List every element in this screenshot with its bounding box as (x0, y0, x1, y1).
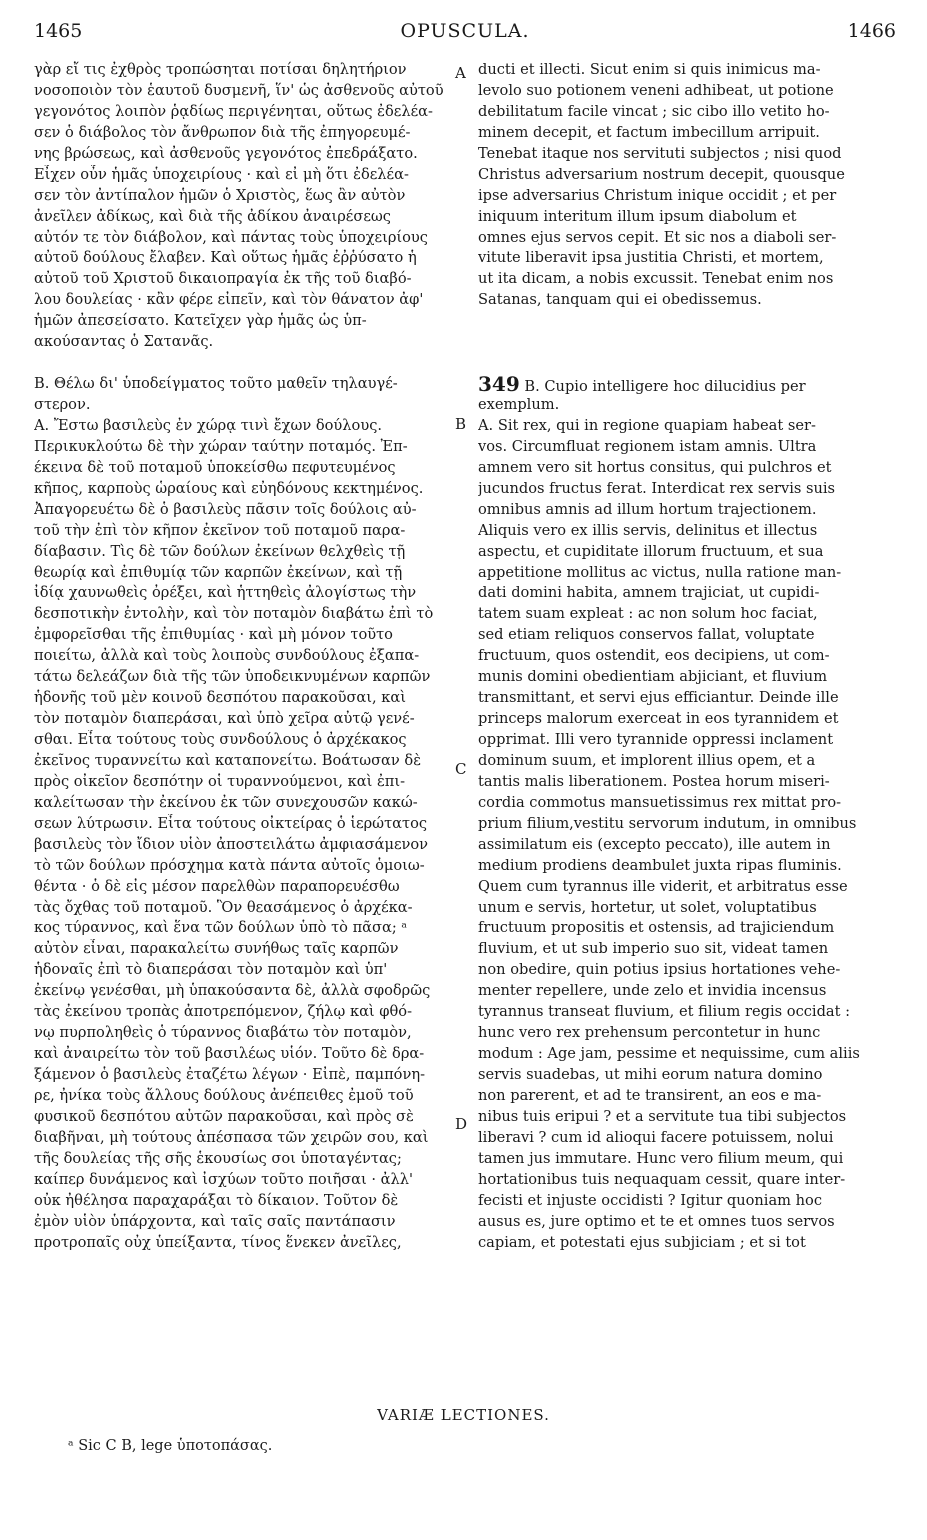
text-line: capiam, et potestati ejus subjiciam ; et si tot (478, 1233, 806, 1251)
variae-lectiones-heading: VARIÆ LECTIONES. (377, 1406, 550, 1424)
text-line: τὸν ποταμὸν διαπεράσαι, καὶ ὑπὸ χεῖρα αὐτῷ γενέ- (34, 710, 415, 728)
text-line: opprimat. Illi vero tyrannide oppressi inclament (478, 731, 834, 749)
text-line: Satanas, tanquam qui ei obedissemus. (478, 291, 762, 309)
latin-column (478, 60, 893, 1253)
section-number: 349 (478, 374, 520, 396)
text-line: iniquum interitum illum ipsum diabolum et (478, 207, 797, 225)
text-line: ἀνεῖλεν ἀδίκως, καὶ διὰ τῆς ἀδίκου ἀναιρέσεως (34, 207, 391, 225)
text-line: A. Sit rex, qui in regione quapiam habeat ser- (478, 416, 816, 434)
text-line: munis domini obedientiam abjiciant, et fluvium (478, 668, 828, 686)
text-line: ἡδοναῖς ἐπὶ τὸ διαπεράσαι τὸν ποταμὸν καὶ ὑπ' (34, 961, 388, 979)
text-line: λου δουλείας · κἂν φέρε εἰπεῖν, καὶ τὸν θάνατον ἀφ' (34, 291, 424, 309)
text-line: non obedire, quin potius ipsius hortationes vehe- (478, 961, 841, 979)
text-line: αὐτόν τε τὸν διάβολον, καὶ πάντας τοὺς ὑποχειρίους (34, 228, 428, 246)
text-line: minem decepit, et factum imbecillum arripuit. (478, 123, 820, 141)
greek-paragraph-3 (34, 416, 449, 1254)
text-line: Ἀπαγορευέτω δὲ ὁ βασιλεὺς πᾶσιν τοῖς δούλοις αὐ- (34, 500, 417, 518)
text-line: Tenebat itaque nos servituti subjectos ; nisi quod (478, 144, 842, 162)
text-line: sed etiam reliquos conservos fallat, voluptate (478, 626, 815, 644)
text-line: Quem cum tyrannus ille viderit, et arbitratus esse (478, 877, 848, 895)
greek-paragraph-2 (34, 374, 449, 416)
text-line: Περικυκλούτω δὲ τὴν χώραν ταύτην ποταμός. Ἐπ- (34, 437, 408, 455)
text-line: jucundos fructus ferat. Interdicat rex servis suis (478, 479, 836, 497)
text-line: θέντα · ὁ δὲ εἰς μέσον παρελθὼν παραπορευέσθω (34, 877, 400, 895)
text-line: διαβῆναι, μὴ τούτους ἀπέσπασα τῶν χειρῶν σου, καὶ (34, 1128, 429, 1146)
text-line: Β. Θέλω δι' ὑποδείγματος τοῦτο μαθεῖν τηλαυγέ- (34, 375, 398, 393)
text-line: levolo suo potionem veneni adhibeat, ut potione (478, 81, 834, 99)
latin-p2-first: B. Cupio intelligere hoc dilucidius per (524, 378, 806, 396)
text-line: τοῦ τὴν ἐπὶ τὸν κῆπον ἐκεῖνον τοῦ ποταμοῦ παρα- (34, 521, 406, 539)
latin-paragraph-3 (478, 416, 893, 1254)
text-line: ποιείτω, ἀλλὰ καὶ τοὺς λοιποὺς συνδούλους ἐξαπα- (34, 647, 420, 665)
margin-letter-b: B (455, 415, 467, 433)
text-line: tamen jus immutare. Hunc vero filium meum, qui (478, 1149, 844, 1167)
running-title: OPUSCULA. (400, 20, 530, 42)
text-line: princeps malorum exerceat in eos tyrannidem et (478, 710, 839, 728)
text-line: νης βρώσεως, καὶ ἀσθενοῦς γεγονότος ἐπεδράξατο. (34, 144, 418, 162)
text-line: νοσοποιὸν τὸν ἑαυτοῦ δυσμενῆ, ἵν' ὡς ἀσθενοῦς αὐτοῦ (34, 81, 444, 99)
text-line: σεων λύτρωσιν. Εἶτα τούτους οἰκτείρας ὁ ἱερώτατος (34, 814, 428, 832)
text-line: cordia commotus mansuetissimus rex mittat pro- (478, 793, 842, 811)
text-line: ἰδίᾳ χαυνωθεὶς ὀρέξει, καὶ ἡττηθεὶς ἀλογίστως τὴν (34, 584, 417, 602)
right-page-number: 1466 (847, 20, 896, 42)
text-line: καλείτωσαν τὴν ἐκείνου ἐκ τῶν συνεχουσῶν κακώ- (34, 793, 418, 811)
text-line: πρὸς οἰκεῖον δεσπότην οἱ τυραννούμενοι, καὶ ἐπι- (34, 772, 406, 790)
text-line: ακούσαντας ὁ Σατανᾶς. (34, 333, 214, 351)
text-line: prium filium,vestitu servorum indutum, in omnibus (478, 814, 857, 832)
margin-letter-a: A (455, 64, 466, 82)
text-line: hortationibus tuis nequaquam cessit, quare inter- (478, 1170, 846, 1188)
text-line: omnes ejus servos cepit. Et sic nos a diaboli ser- (478, 228, 837, 246)
text-line: ρε, ἠνίκα τοὺς ἄλλους δούλους ἀνέπειθες ἐμοῦ τοῦ (34, 1086, 414, 1104)
text-line: unum e servis, hortetur, ut solet, voluptatibus (478, 898, 817, 916)
text-line: ἐκεῖνος τυραννείτω καὶ καταπονείτω. Βοάτωσαν δὲ (34, 751, 422, 769)
text-line: τὸ τῶν δούλων πρόσχημα κατὰ πάντα αὐτοῖς ὁμοιω- (34, 856, 425, 874)
latin-paragraph-1 (478, 60, 893, 311)
footnote: ᵃ Sic C B, lege ὑποτοπάσας. (68, 1438, 273, 1454)
text-line: αὐτὸν εἶναι, παρακαλείτω συνήθως ταῖς καρπῶν (34, 940, 399, 958)
text-line: appetitione mollitus ac victus, nulla ratione man- (478, 563, 842, 581)
text-line: debilitatum facile vincat ; sic cibo illo vetito ho- (478, 102, 830, 120)
text-line: ἡμῶν ἀπεσείσατο. Κατεῖχεν γὰρ ἡμᾶς ὡς ὑπ- (34, 312, 367, 330)
text-line: ξάμενον ὁ βασιλεὺς ἐταζέτω λέγων · Εἰπὲ, παμπόνη- (34, 1066, 425, 1083)
text-line: έκεινα δὲ τοῦ ποταμοῦ ὑποκείσθω πεφυτευμένος (34, 458, 396, 476)
text-line: καίπερ δυνάμενος καὶ ἰσχύων τοῦτο ποιῆσαι · ἀλλ' (34, 1170, 414, 1188)
text-line: servis suadebas, ut mihi eorum natura domino (478, 1066, 823, 1084)
text-line: aspectu, et cupiditate illorum fructuum, et sua (478, 542, 824, 560)
text-line: nibus tuis eripui ? et a servitute tua tibi subjectos (478, 1107, 847, 1125)
text-line: τῆς δουλείας τῆς σῆς ἑκουσίως σοι ὑποταγέντας; (34, 1149, 402, 1167)
text-line: κῆπος, καρποὺς ὡραίους καὶ εὐηδόνους κεκτημένος. (34, 479, 424, 497)
text-line: non parerent, et ad te transirent, an eos e ma- (478, 1086, 822, 1104)
text-line: modum : Age jam, pessime et nequissime, cum aliis (478, 1045, 860, 1063)
text-line: αὐτοῦ δούλους ἔλαβεν. Καὶ οὕτως ἡμᾶς ἐῤῥύσατο ἡ (34, 249, 417, 267)
margin-letter-c: C (455, 760, 467, 778)
text-line: tyrannus transeat fluvium, et filium regis occidat : (478, 1003, 851, 1021)
text-line: καὶ ἀναιρείτω τὸν τοῦ βασιλέως υἱόν. Τοῦτο δὲ δρα- (34, 1045, 425, 1063)
text-line: Christus adversarium nostrum decepit, quousque (478, 165, 845, 183)
text-line: dati domini habita, amnem trajiciat, ut cupidi- (478, 584, 820, 602)
text-line: Α. Ἔστω βασιλεὺς ἐν χώρᾳ τινὶ ἔχων δούλους. (34, 416, 383, 434)
text-line: γὰρ εἴ τις ἐχθρὸς τροπώσηται ποτίσαι δηλητήριον (34, 61, 407, 78)
text-line: vos. Circumfluat regionem istam amnis. Ultra (478, 437, 817, 455)
latin-paragraph-2-line (478, 374, 893, 395)
text-line: amnem vero sit hortus consitus, qui pulchros et (478, 458, 832, 476)
left-page-number: 1465 (34, 20, 83, 42)
text-line: φυσικοῦ δεσπότου αὐτῶν παρακοῦσαι, καὶ πρὸς σὲ (34, 1107, 414, 1125)
text-line: Εἶχεν οὖν ἡμᾶς ὑποχειρίους · καὶ εἰ μὴ ὅτι ἐδελέα- (34, 165, 409, 183)
text-line: liberavi ? cum id alioqui facere potuissem, nolui (478, 1128, 834, 1146)
text-line: τὰς ὄχθας τοῦ ποταμοῦ. Ὃν θεασάμενος ὁ ἀρχέκα- (34, 898, 413, 916)
text-line: στερον. (34, 396, 91, 413)
text-line: θεωρίᾳ καὶ ἐπιθυμίᾳ τῶν καρπῶν ἐκείνων, καὶ τῇ (34, 563, 403, 581)
text-line: fructuum propositis et ostensis, ad trajiciendum (478, 919, 835, 937)
text-line: ausus es, jure optimo et te et omnes tuos servos (478, 1212, 835, 1230)
text-line: οὐκ ἠθέλησα παραχαράξαι τὸ δίκαιον. Τοῦτον δὲ (34, 1191, 399, 1209)
text-line: Aliquis vero ex illis servis, delinitus et illectus (478, 521, 818, 539)
text-line: τάτω δελεάζων διὰ τῆς τῶν ὑποδεικνυμένων καρπῶν (34, 668, 431, 686)
text-line: σεν ὁ διάβολος τὸν ἄνθρωπον διὰ τῆς ἐπηγορευμέ- (34, 123, 411, 141)
text-line: γεγονότος λοιπὸν ῥᾳδίως περιγένηται, οὕτως ἐδελέα- (34, 102, 433, 120)
text-line: ducti et illecti. Sicut enim si quis inimicus ma- (478, 61, 821, 78)
text-line: tatem suam expleat : ac non solum hoc faciat, (478, 605, 818, 623)
text-line: δεσποτικὴν ἐντολὴν, καὶ τὸν ποταμὸν διαβάτω ἐπὶ τὸ (34, 605, 434, 623)
running-header (34, 20, 896, 50)
text-line: ἐκείνῳ γενέσθαι, μὴ ὑπακούσαντα δὲ, ἀλλὰ σφοδρῶς (34, 982, 431, 1000)
text-line: assimilatum eis (excepto peccato), ille autem in (478, 835, 831, 853)
text-line: fluvium, et ut sub imperio suo sit, videat tamen (478, 940, 829, 958)
text-line: αὐτοῦ τοῦ Χριστοῦ δικαιοπραγία ἐκ τῆς τοῦ διαβό- (34, 270, 412, 288)
text-line: hunc vero rex prehensum percontetur in hunc (478, 1024, 821, 1042)
text-line: ἐμὸν υἱὸν ὑπάρχοντα, καὶ ταῖς σαῖς παντάπασιν (34, 1212, 396, 1230)
text-line: τὰς ἐκείνου τροπὰς ἀποτρεπόμενον, ζήλῳ καὶ φθό- (34, 1003, 413, 1021)
text-line: transmittant, et servi ejus efficiantur. Deinde ille (478, 689, 839, 707)
text-line: menter repellere, unde zelo et invidia incensus (478, 982, 827, 1000)
latin-paragraph-2-line: exemplum. (478, 396, 560, 414)
text-line: σεν τὸν ἀντίπαλον ἡμῶν ὁ Χριστὸς, ἕως ἂν αὐτὸν (34, 186, 406, 204)
margin-letter-d: D (455, 1115, 468, 1133)
text-line: dominum suum, et implorent illius opem, et a (478, 751, 816, 769)
text-line: σθαι. Εἶτα τούτους τοὺς συνδούλους ὁ ἀρχέκακος (34, 731, 407, 748)
text-line: ipse adversarius Christum inique occidit ; et per (478, 186, 837, 204)
text-line: omnibus amnis ad illum hortum trajectionem. (478, 500, 817, 518)
greek-column (34, 60, 449, 1253)
text-line: ἐμφορεῖσθαι τῆς ἐπιθυμίας · καὶ μὴ μόνον τοῦτο (34, 626, 393, 644)
text-line: δίαβασιν. Τὶς δὲ τῶν δούλων ἐκείνων θελχθεὶς τῇ (34, 542, 406, 560)
text-line: βασιλεὺς τὸν ἴδιον υἱὸν ἀποστειλάτω ἀμφιασάμενον (34, 835, 429, 853)
text-line: ut ita dicam, a nobis excussit. Tenebat enim nos (478, 270, 834, 288)
text-line: fructuum, quos ostendit, eos decipiens, ut com- (478, 647, 830, 665)
text-line: tantis malis liberationem. Postea horum miseri- (478, 772, 830, 790)
text-line: προτροπαῖς οὐχ ὑπείξαντα, τίνος ἕνεκεν ἀνεῖλες, (34, 1233, 402, 1251)
text-line: κος τύραννος, καὶ ἕνα τῶν δούλων ὑπὸ τὸ πᾶσα; ᵃ (34, 919, 408, 937)
text-line: νῳ πυρποληθεὶς ὁ τύραννος διαβάτω τὸν ποταμὸν, (34, 1024, 412, 1042)
text-line: ἡδονῆς τοῦ μὲν κοινοῦ δεσπότου παρακοῦσαι, καὶ (34, 689, 406, 707)
text-line: vitute liberavit ipsa justitia Christi, et mortem, (478, 249, 824, 267)
text-line: medium prodiens deambulet juxta ripas fluminis. (478, 856, 842, 874)
text-line: fecisti et injuste occidisti ? Igitur quoniam hoc (478, 1191, 823, 1209)
greek-paragraph-1 (34, 60, 449, 353)
